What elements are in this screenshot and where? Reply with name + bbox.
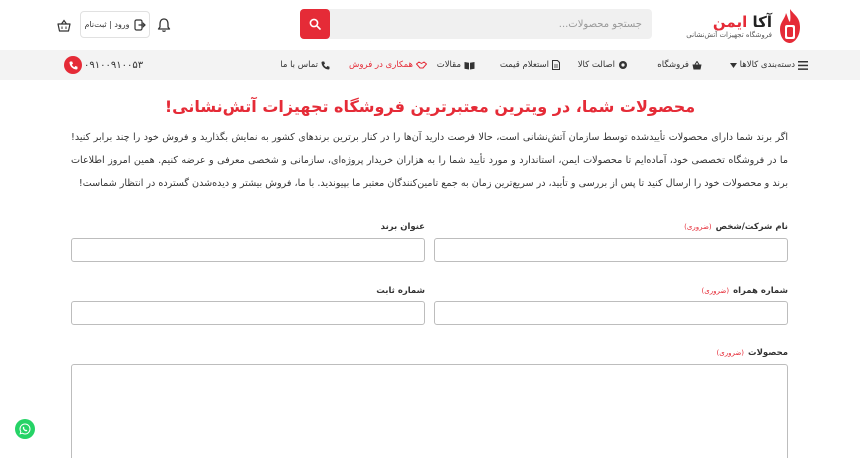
brand-field-label: عنوان برند xyxy=(380,222,425,232)
nav-item-shop[interactable] xyxy=(657,50,702,80)
required-tag: (ضروری) xyxy=(701,287,730,295)
search-icon xyxy=(309,18,321,30)
nav-item-label: فروشگاه xyxy=(657,60,689,70)
required-tag: (ضروری) xyxy=(684,223,712,231)
site-header xyxy=(0,0,860,50)
nav-item-articles[interactable] xyxy=(437,50,475,80)
main-navigation xyxy=(0,50,860,80)
nav-item-contact[interactable] xyxy=(280,50,330,80)
cart-icon[interactable] xyxy=(57,18,71,32)
document-icon xyxy=(552,60,560,70)
products-field-label: محصولات(ضروری) xyxy=(716,348,788,358)
intro-paragraph: اگر برند شما دارای محصولات تأییدشده توسط سازمان آتش‌نشانی است، حالا فرصت دارید آن‌ها را در کنار برترین برندهای کشور به نمایش بگذارید و فروش خود را چند برابر کنید! ما در فروشگاه تخصصی خود، آماده‌ایم تا محصولات ایمن، استاندارد و مورد تأیید شما را به هزاران خریدار پروژه‌ای، سازمانی و شخصی معرفی و عرضه کنیم. همین امروز اطلاعات برند و محصولات خود را ارسال کنید تا پس از بررسی و تأیید، در سریع‌ترین زمان به جمع تامین‌کنندگان معتبر ما بپیوندید. با ما، فروش بیشتر و دیده‌شدن گسترده در انتظار شماست! xyxy=(71,132,788,189)
required-tag: (ضروری) xyxy=(716,349,745,357)
page-title: محصولات شما، در ویترین معتبرترین فروشگاه تجهیزات آتش‌نشانی! xyxy=(164,97,696,116)
nav-item-price-inquiry[interactable] xyxy=(500,50,560,80)
phone-icon xyxy=(321,61,330,70)
nav-item-label: استعلام قیمت xyxy=(499,60,549,70)
whatsapp-chat-icon[interactable] xyxy=(15,419,35,439)
login-icon xyxy=(134,19,146,31)
logo-tagline: فروشگاه تجهیزات آتش‌نشانی xyxy=(686,30,772,39)
logo-brand: آکا xyxy=(752,12,772,31)
logo-brand-accent: ایمن xyxy=(712,12,748,31)
search-input[interactable] xyxy=(330,9,652,39)
company-field-label: نام شرکت/شخص(ضروری) xyxy=(684,222,788,232)
nav-item-categories[interactable] xyxy=(730,50,808,80)
company-name-input[interactable] xyxy=(434,238,788,262)
nav-item-label: همکاری در فروش xyxy=(349,60,413,70)
search-button[interactable] xyxy=(300,9,330,39)
login-label: ورود | ثبت‌نام xyxy=(84,20,130,29)
mobile-field-label: شماره همراه(ضروری) xyxy=(701,286,788,296)
book-icon xyxy=(464,61,475,70)
nav-item-label: اصالت کالا xyxy=(577,60,615,70)
chevron-down-icon xyxy=(730,63,737,68)
badge-icon xyxy=(618,60,628,70)
landline-number-input[interactable] xyxy=(71,301,425,325)
login-register-button[interactable] xyxy=(80,11,150,38)
nav-item-label: تماس با ما xyxy=(280,60,318,70)
site-logo[interactable] xyxy=(686,7,804,45)
mobile-number-input[interactable] xyxy=(434,301,788,325)
notification-bell-icon[interactable] xyxy=(156,17,172,33)
brand-title-input[interactable] xyxy=(71,238,425,262)
nav-item-authenticity[interactable] xyxy=(578,50,628,80)
landline-field-label: شماره ثابت xyxy=(376,286,425,296)
phone-call-icon[interactable] xyxy=(64,56,82,74)
menu-icon xyxy=(798,61,808,70)
handshake-icon xyxy=(416,61,427,69)
search-bar xyxy=(300,9,652,39)
nav-item-label: دسته‌بندی کالاها xyxy=(739,60,795,70)
support-phone-number[interactable]: ۰۹۱۰۰۹۱۰۰۵۳ xyxy=(84,59,144,71)
products-textarea[interactable] xyxy=(71,364,788,458)
nav-item-sales-partnership[interactable] xyxy=(349,50,427,80)
nav-item-label: مقالات xyxy=(436,60,461,70)
fire-extinguisher-logo-icon xyxy=(776,7,804,45)
basket-icon xyxy=(692,61,702,70)
